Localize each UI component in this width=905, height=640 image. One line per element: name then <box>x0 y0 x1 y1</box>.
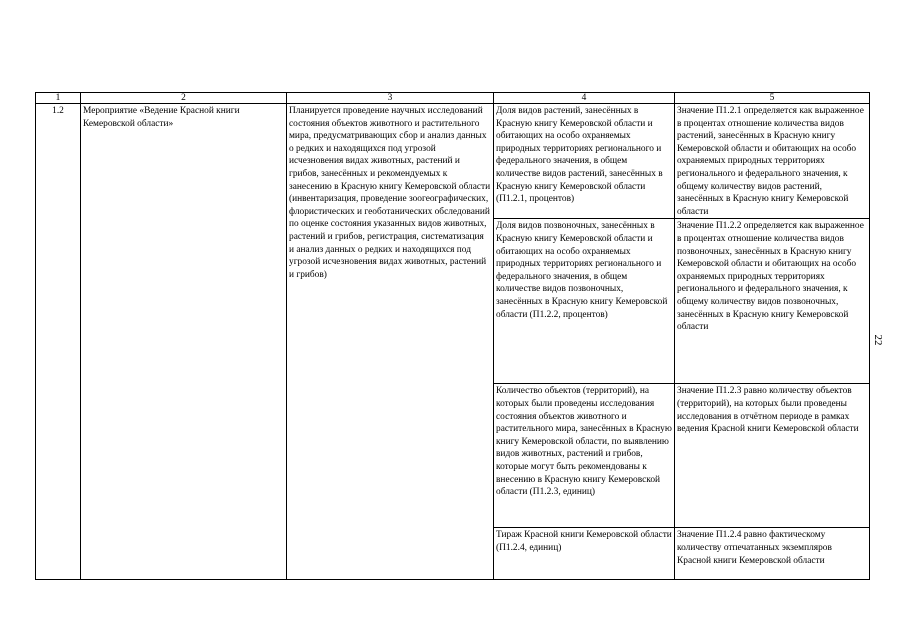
event-name: Мероприятие «Ведение Красной книги Кемеровской области» <box>81 104 287 580</box>
table-header-row <box>36 93 870 104</box>
column-header: 4 <box>494 93 675 104</box>
column-header: 1 <box>36 93 81 104</box>
column-header: 5 <box>675 93 870 104</box>
row-number: 1.2 <box>36 104 81 580</box>
indicator-method: Значение П1.2.2 определяется как выраженное в процентах отношение количества видов позвоночных, занесённых в Красную книгу Кемеровской области и обитающих на особо охраняемых природных территориях регионального и федерального значения, к общему количеству видов позвоночных, занесённых в Красную книгу Кемеровской области <box>675 219 870 384</box>
indicator-name: Тираж Красной книги Кемеровской области (П1.2.4, единиц) <box>494 528 675 580</box>
indicator-name: Доля видов позвоночных, занесённых в Красную книгу Кемеровской области и обитающих на особо охраняемых природных территориях регионального и федерального значения, в общем количестве видов позвоночных, занесённых в Красную книгу Кемеровской области (П1.2.2, процентов) <box>494 219 675 384</box>
indicator-method: Значение П1.2.3 равно количеству объектов (территорий), на которых были проведены исследования в отчётном периоде в рамках ведения Красной книги Кемеровской области <box>675 384 870 528</box>
column-header: 3 <box>287 93 494 104</box>
indicators-table <box>35 92 870 580</box>
indicator-name: Доля видов растений, занесённых в Красную книгу Кемеровской области и обитающих на особо охраняемых природных территориях регионального и федерального значения, в общем количестве видов растений, занесённых в Красную книгу Кемеровской области (П1.2.1, процентов) <box>494 104 675 219</box>
indicator-name: Количество объектов (территорий), на которых были проведены исследования состояния объектов животного и растительного мира, занесённых в Красную книгу Кемеровской области, по выявлению видов животных, растений и грибов, которые могут быть рекомендованы к внесению в Красную книгу Кемеровской области (П1.2.3, единиц) <box>494 384 675 528</box>
indicator-method: Значение П1.2.1 определяется как выраженное в процентах отношение количества видов растений, занесённых в Красную книгу Кемеровской области и обитающих на особо охраняемых природных территориях регионального и федерального значения, к общему количеству видов растений, занесённых в Красную книгу Кемеровской области <box>675 104 870 219</box>
page-number: 22 <box>872 334 884 346</box>
event-description: Планируется проведение научных исследований состояния объектов животного и растительного мира, предусматривающих сбор и анализ данных о редких и находящихся под угрозой исчезновения видах животных, растений и грибов, занесённых и рекомендуемых к занесению в Красную книгу Кемеровской области (инвентаризация, проведение зоогеографических, флористических и геоботанических обследований по оценке состояния указанных видов животных, растений и грибов, регистрация, систематизация и анализ данных о редких и находящихся под угрозой исчезновения видах животных, растений и грибов) <box>287 104 494 580</box>
column-header: 2 <box>81 93 287 104</box>
indicator-method: Значение П1.2.4 равно фактическому количеству отпечатанных экземпляров Красной книги Кемеровской области <box>675 528 870 580</box>
table-row <box>36 104 870 219</box>
